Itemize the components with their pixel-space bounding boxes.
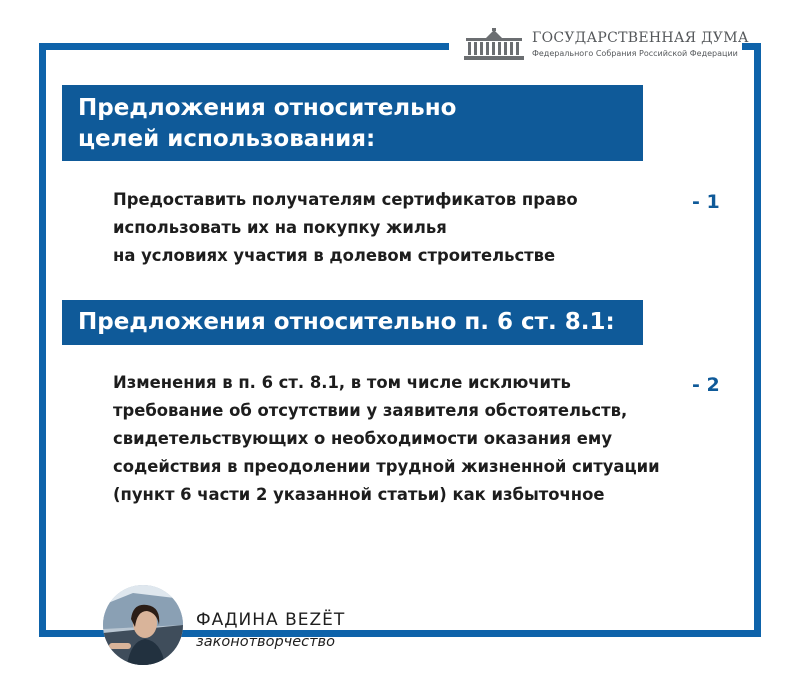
text-line: на условиях участия в долевом строительстве: [113, 246, 556, 265]
author-avatar: [103, 585, 183, 665]
text-line: (пункт 6 части 2 указанной статьи) как избыточное: [113, 485, 605, 504]
author-role: законотворчество: [196, 634, 335, 650]
text-line: требование об отсутствии у заявителя обстоятельств,: [113, 401, 628, 420]
duma-logo: [462, 27, 749, 65]
section-text-2: [113, 369, 660, 509]
proposal-count-1: - 1: [692, 191, 720, 213]
frame-right-border: [754, 43, 761, 637]
parliament-building-icon: [464, 28, 524, 60]
text-line: Предоставить получателям сертификатов право: [113, 190, 578, 209]
section-heading-2: [62, 300, 643, 345]
text-line: содействия в преодолении трудной жизненной ситуации: [113, 457, 660, 476]
heading-line: целей использования:: [78, 126, 376, 152]
proposal-count-2: - 2: [692, 374, 720, 396]
text-line: свидетельствующих о необходимости оказания ему: [113, 429, 613, 448]
author-name: ФАДИНА ВEZЁТ: [196, 610, 346, 630]
heading-line: Предложения относительно: [78, 95, 457, 121]
text-line: Изменения в п. 6 ст. 8.1, в том числе исключить: [113, 373, 571, 392]
section-text-1: [113, 186, 578, 270]
section-heading-1: [62, 85, 643, 161]
logo-subtitle: Федерального Собрания Российской Федерации: [532, 49, 738, 58]
logo-title: ГОСУДАРСТВЕННАЯ ДУМА: [532, 30, 749, 46]
frame-top-border: [39, 43, 449, 50]
author-photo: [103, 585, 183, 665]
frame-left-border: [39, 43, 46, 637]
heading-line: Предложения относительно п. 6 ст. 8.1:: [78, 309, 615, 335]
text-line: использовать их на покупку жилья: [113, 218, 447, 237]
